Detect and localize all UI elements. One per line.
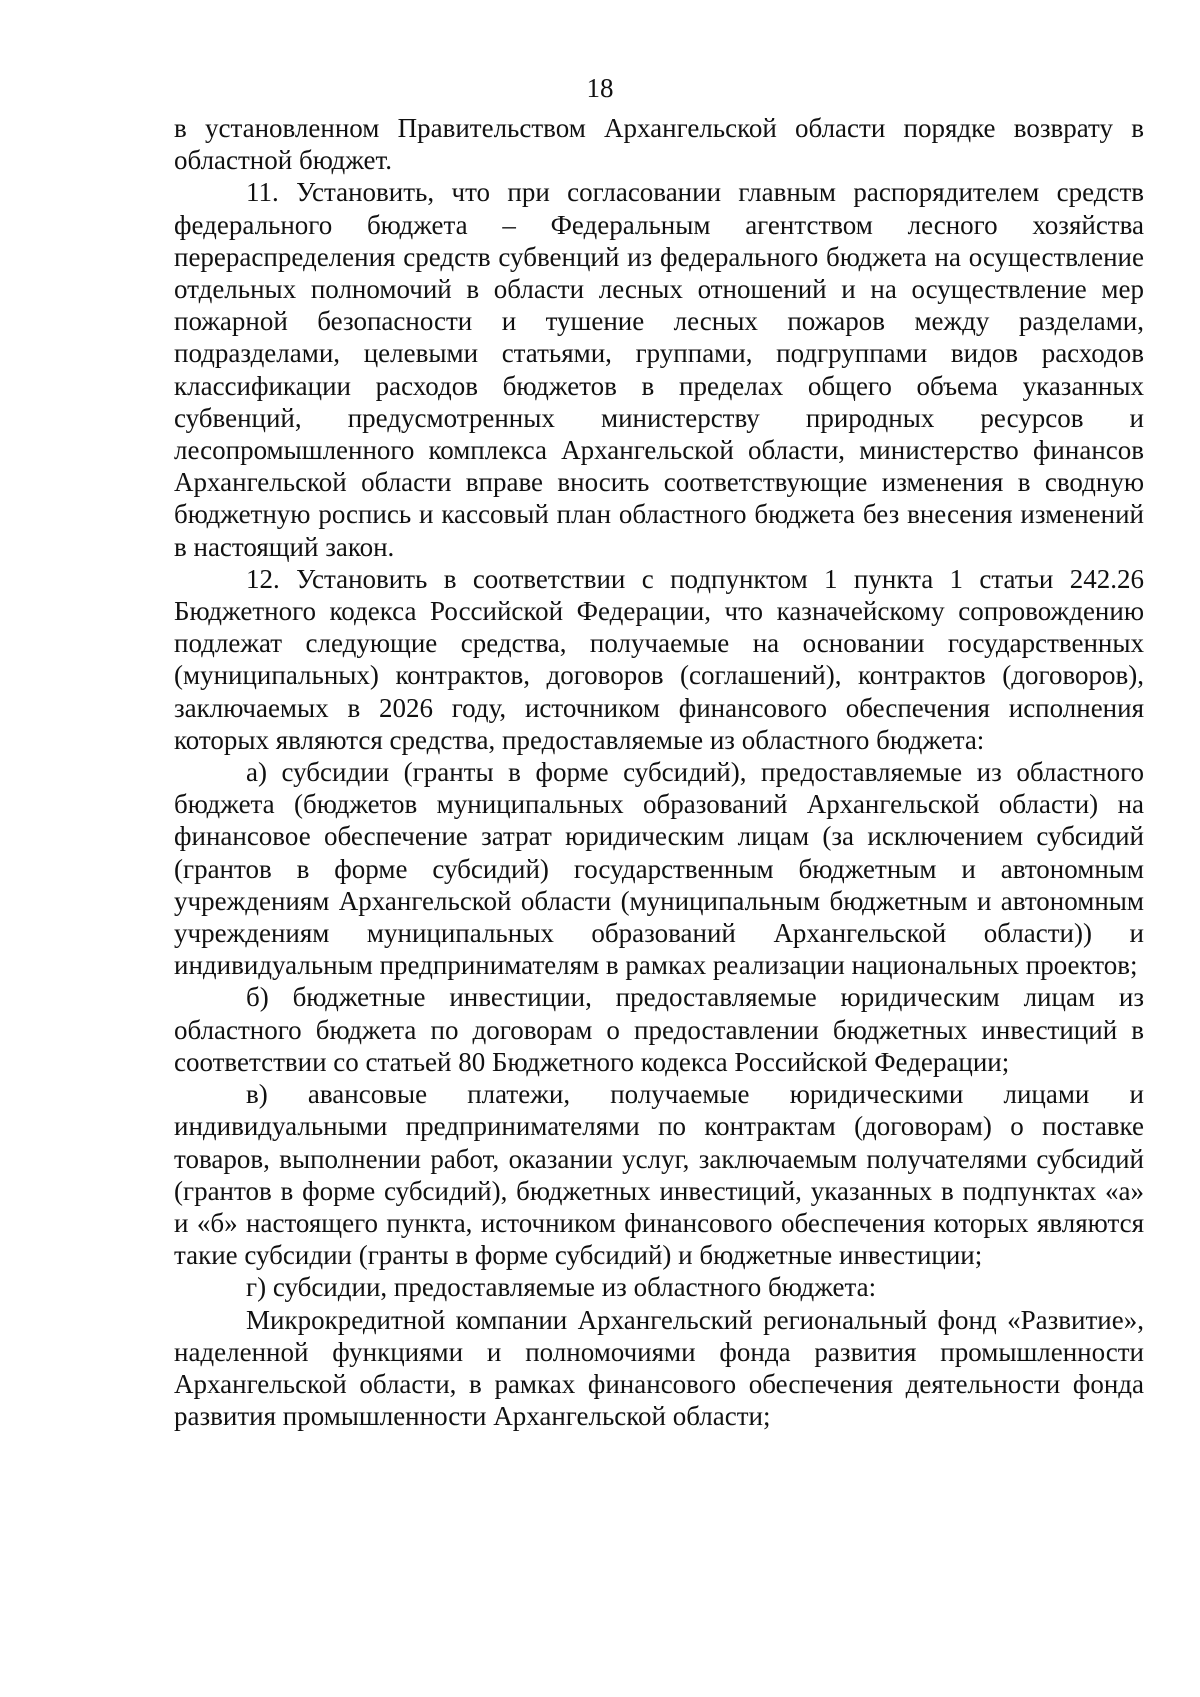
text-line: видов расходов классификации расходов бюджетов в пределах общего объема: [174, 338, 1144, 401]
paragraph-12-g-1: [174, 1304, 1144, 1433]
text-line: г) субсидии, предоставляемые из областного бюджета:: [246, 1272, 877, 1303]
text-line: между разделами, подразделами, целевыми статьями, группами, подгруппами: [174, 306, 1144, 369]
text-line: в областной бюджет.: [174, 113, 1144, 176]
text-line: и бюджетные инвестиции;: [678, 1240, 983, 1271]
paragraph-11: [174, 176, 1144, 562]
text-line: федерального бюджета – Федеральным агентством лесного хозяйства: [174, 209, 1144, 240]
paragraph-12: [174, 563, 1144, 756]
text-line: из областного бюджета:: [709, 724, 985, 755]
text-line: в установленном Правительством Архангельской области порядке возврату: [174, 113, 1113, 143]
document-body: [174, 112, 1144, 1432]
text-line: и лесопромышленного комплекса Архангельской области, министерство: [174, 402, 1144, 466]
text-line: промышленности Архангельской области, в рамках финансового обеспечения: [174, 1336, 1145, 1399]
text-line: бюджетным и автономным учреждениям муниципальных образований: [174, 885, 1144, 949]
text-line: субсидий (грантов в форме субсидий) государственным бюджетным: [174, 821, 1144, 884]
text-line: товаров, выполнении работ, оказании услуг, заключаемым получателями: [174, 1143, 1028, 1174]
text-line: на финансовое обеспечение затрат юридическим лицам (за исключением: [174, 789, 1144, 852]
text-line: из областного бюджета по договорам о предоставлении бюджетных инвестиций: [174, 982, 1144, 1045]
text-line: и индивидуальными предпринимателями по контрактам (договорам) о поставке: [174, 1079, 1144, 1142]
text-line: деятельности фонда развития промышленности Архангельской области;: [174, 1368, 1145, 1432]
text-line: в сводную бюджетную роспись и кассовый план областного бюджета без: [174, 467, 1145, 530]
text-line: в) авансовые платежи, получаемые юридическими лицами: [246, 1079, 1090, 1110]
text-line: сопровождению подлежат следующие средства, получаемые на основании: [174, 596, 1145, 659]
text-line: б) бюджетные инвестиции, предоставляемые юридическим лицам: [246, 982, 1096, 1013]
text-line: субсидий (грантов в форме субсидий), бюджетных инвестиций, указанных: [174, 1143, 1144, 1206]
text-line: Микрокредитной компании Архангельский региональный фонд: [246, 1304, 997, 1335]
page-number: 18: [586, 73, 614, 103]
text-line: в подпунктах «а» и «б» настоящего пункта, источником финансового: [174, 1175, 1145, 1238]
text-line: на осуществление отдельных полномочий в области лесных отношений: [174, 241, 1144, 305]
text-line: 12. Установить в соответствии с подпунктом 1 пункта 1 статьи 242.26: [246, 563, 1144, 594]
text-line: указанных субвенций, предусмотренных министерству природных ресурсов: [174, 370, 1144, 433]
paragraph-intro: [174, 112, 1144, 176]
text-line: обеспечения исполнения которых являются средства, предоставляемые: [174, 692, 1144, 755]
text-line: финансов Архангельской области вправе вносить соответствующие изменения: [174, 435, 1144, 498]
paragraph-12-b: [174, 981, 1144, 1078]
text-line: Архангельской области)) и индивидуальным предпринимателям в рамках: [174, 918, 1144, 981]
text-line: и на осуществление мер пожарной безопасности и тушение лесных пожаров: [174, 274, 1144, 337]
paragraph-12-v: [174, 1078, 1144, 1271]
text-line: 11. Установить, что при согласовании главным распорядителем средств: [246, 177, 1144, 208]
text-line: бюджета (бюджетов муниципальных образований Архангельской области): [174, 789, 1099, 820]
text-line: в соответствии со статьей 80 Бюджетного кодекса Российской Федерации;: [174, 1014, 1144, 1077]
text-line: «Развитие», наделенной функциями и полномочиями фонда развития: [174, 1304, 1144, 1367]
paragraph-12-g: [174, 1271, 1144, 1303]
text-line: реализации национальных проектов;: [712, 950, 1138, 981]
text-line: перераспределения средств субвенций из федерального бюджета: [174, 241, 927, 272]
text-line: внесения изменений в настоящий закон.: [174, 499, 1145, 562]
text-line: а) субсидии (гранты в форме субсидий), предоставляемые из областного: [246, 757, 1144, 788]
text-line: обеспечения которых являются такие субсидии (гранты в форме субсидий): [174, 1207, 1145, 1271]
text-line: государственных (муниципальных) контрактов, договоров (соглашений),: [174, 628, 1144, 691]
text-line: контрактов (договоров), заключаемых в 2026 году, источником финансового: [174, 660, 1144, 723]
text-line: Бюджетного кодекса Российской Федерации, что казначейскому: [174, 596, 945, 627]
text-line: и автономным учреждениям Архангельской области (муниципальным: [174, 853, 1144, 916]
paragraph-12-a: [174, 756, 1144, 981]
